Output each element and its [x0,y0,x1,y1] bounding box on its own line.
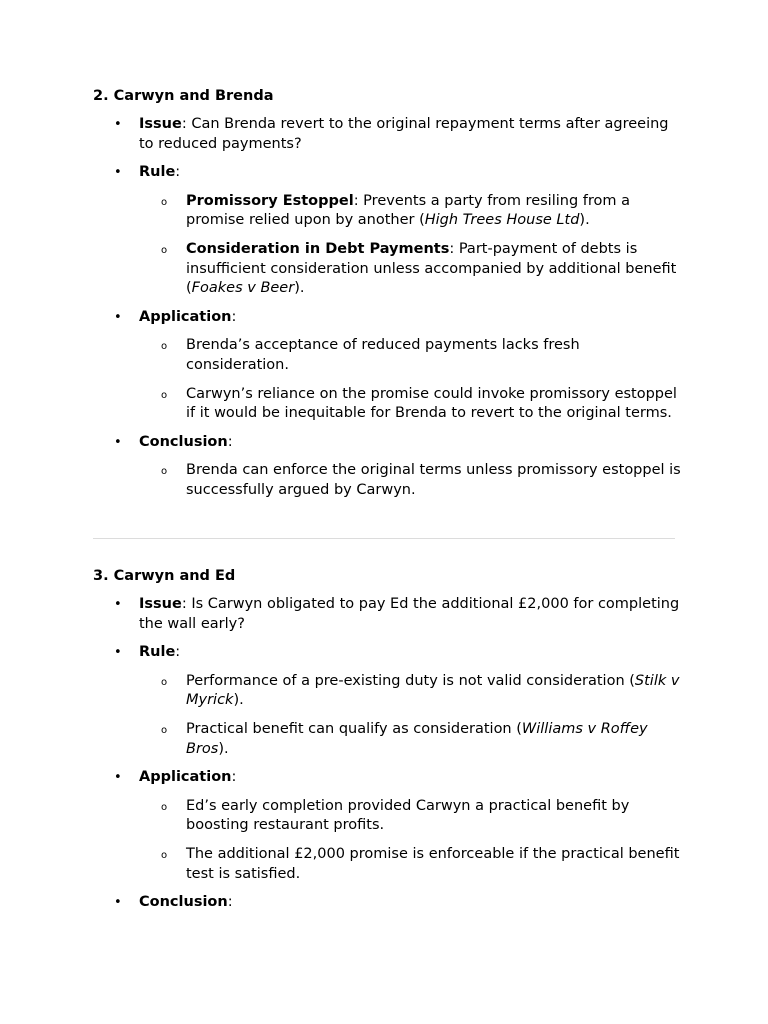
conclusion-subitem: o Brenda can enforce the original terms unless promissory estoppel is successfully argued by Carwyn. [139,461,683,500]
issue-item [93,595,683,634]
conclusion-item [93,893,683,913]
application-subitem: o Carwyn’s reliance on the promise could invoke promissory estoppel if it would be inequitable for Brenda to revert to the original terms. [139,385,683,424]
application-label: Application [139,769,232,786]
conclusion-colon: : [227,894,233,911]
rule-colon: : [175,164,181,181]
rule-label: Rule [139,644,176,661]
rule-item [93,643,683,759]
conclusion-sublist [139,461,683,500]
conclusion-item [93,433,683,501]
conclusion-label: Conclusion [139,433,228,450]
bullet-list [93,115,683,501]
application-colon: : [231,769,237,786]
case-name: Foakes v Beer [191,280,295,297]
application-label: Application [139,308,232,325]
section-heading: 2. Carwyn and Brenda [93,88,274,104]
issue-label: Issue [139,596,182,612]
application-colon: : [231,308,237,325]
application-subitem: o The additional £2,000 promise is enforceable if the practical benefit test is satisfied. [139,845,683,884]
case-name: Williams v Roffey Bros [186,720,648,757]
rule-tail: ). [218,740,229,757]
section-carwyn-ed [93,566,683,913]
application-subitem: o Brenda’s acceptance of reduced payments lacks fresh consideration. [139,336,683,375]
conclusion-colon: : [227,433,233,450]
rule-text: : Prevents a party from resiling from a promise relied upon by another ( [186,192,630,229]
rule-term: Consideration in Debt Payments [186,240,450,257]
rule-label: Rule [139,164,176,181]
rule-text: : Part-payment of debts is insufficient consideration unless accompanied by additional benefit ( [186,240,677,297]
rule-tail: ). [579,212,590,229]
section-divider [93,538,675,539]
section-carwyn-brenda [93,86,683,501]
rule-subitem [139,240,683,299]
application-sublist [139,336,683,423]
issue-text: : Can Brenda revert to the original repayment terms after agreeing to reduced payments? [139,116,669,152]
rule-term: Promissory Estoppel [186,192,354,209]
conclusion-label: Conclusion [139,894,228,911]
case-name: High Trees House Ltd [424,212,580,229]
application-item [93,768,683,884]
bullet-list [93,595,683,913]
rule-tail: ). [294,280,305,297]
application-subitem: o Ed’s early completion provided Carwyn a practical benefit by boosting restaurant profits. [139,797,683,836]
rule-subitem [139,672,683,711]
case-name: Stilk v Myrick [186,672,680,709]
issue-text: : Is Carwyn obligated to pay Ed the additional £2,000 for completing the wall early? [139,596,680,632]
rule-sublist [139,192,683,299]
issue-label: Issue [139,116,182,132]
rule-text: Practical benefit can qualify as consideration ( [186,720,522,737]
rule-item [93,163,683,299]
rule-subitem [139,720,683,759]
rule-tail: ). [233,692,244,709]
rule-subitem [139,192,683,231]
rule-text: Performance of a pre-existing duty is not valid consideration ( [186,672,635,689]
application-sublist [139,797,683,884]
rule-colon: : [175,644,181,661]
rule-sublist [139,672,683,759]
section-heading: 3. Carwyn and Ed [93,568,236,584]
issue-item [93,115,683,154]
application-item [93,308,683,424]
